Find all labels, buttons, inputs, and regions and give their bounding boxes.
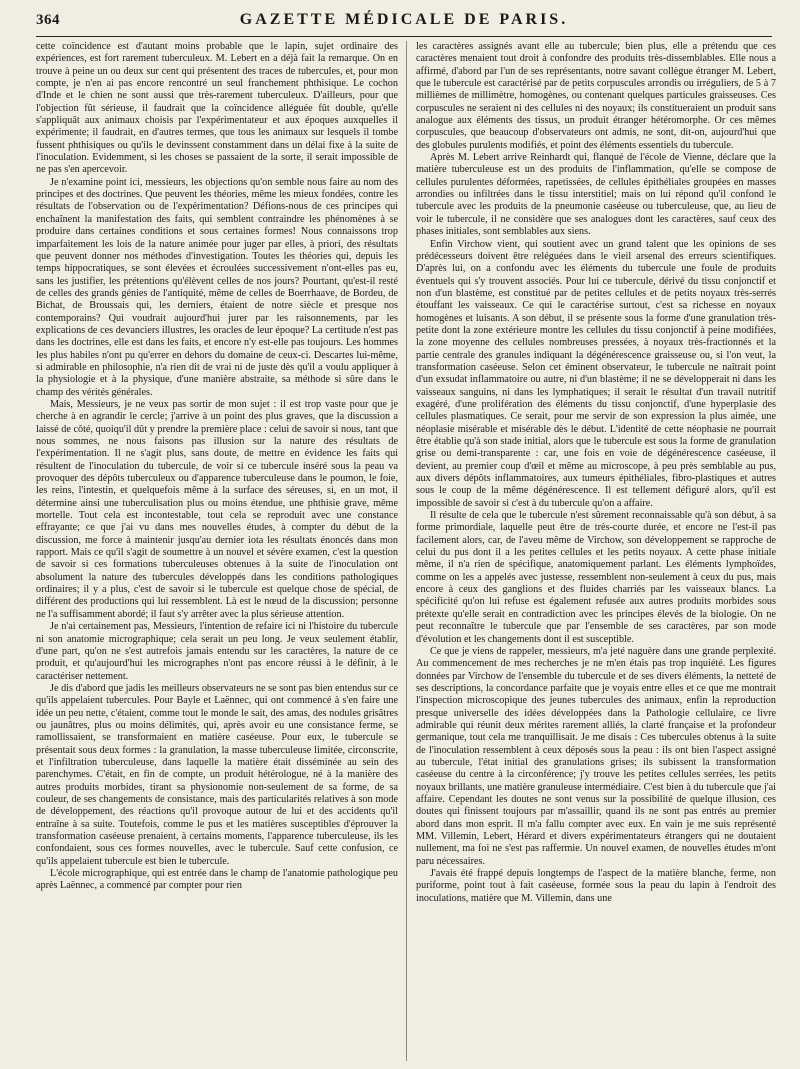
journal-title: GAZETTE MÉDICALE DE PARIS. xyxy=(239,11,569,28)
left-column xyxy=(36,41,398,1061)
paragraph: J'avais été frappé depuis longtemps de l'aspect de la matière blanche, ferme, non puriforme, point tout à fait caséeuse, formée sous la peau du lapin à l'endroit des inoculations, matière que M. Villemin, dans une xyxy=(416,868,776,904)
header-rule xyxy=(36,36,772,37)
paragraph: Il résulte de cela que le tubercule n'est sûrement reconnaissable qu'à son début, à sa forme primordiale, laquelle peut être de très-courte durée, et encore ne l'est-il pas facilement alors, car, de l'aveu même de Virchow, son développement se rapproche de celui du pus dont il a les petites cellules et les petits noyaux. A cette phase initiale même, il n'a rien de spécifique, anatomiquement parlant. Les éléments lymphoïdes, comme on les a appelés avec justesse, ressemblent non-seulement à ceux du pus, mais encore à ceux des ganglions et des fluides charriés par les vaisseaux blancs. La spécificité qu'on lui refuse est également refusée aux autres produits morbides sous prétexte qu'elle serait en contradiction avec les principes élevés de la biologie. On ne peut reconnaître le tubercule que par l'ensemble de ses caractères, par son mode d'évolution et les changements dont il est susceptible. xyxy=(416,510,776,645)
paragraph: L'école micrographique, qui est entrée dans le champ de l'anatomie pathologique peu après Laënnec, a commencé par compter pour rien xyxy=(36,868,398,892)
paragraph: Je n'examine point ici, messieurs, les objections qu'on semble nous faire au nom des principes et des doctrines. Que peuvent les théories, même les mieux fondées, contre les résultats de l'observation ou de l'expérimentation? Défions-nous de ces principes qui enchaînent la manifestation des faits, qui semblent contraindre les phénomènes à se produire dans certaines conditions et sous certaines formes! Nous connaissons trop imparfaitement les lois de la nature animée pour juger par elles, à priori, des résultats que peuvent donner nos méthodes d'investigation. Toutes les théories qui, depuis les temps hippocratiques, se sont élevées et écroulées successivement n'ont-elles pas eu, sans les justifier, les prétentions qu'élèvent celles de nos jours? Pourtant, qu'est-il resté de celles des grands génies de l'antiquité, même de celles de Boerrhaave, de Bordeu, de Bichat, de Broussais qui, les derniers, étaient de notre siècle et presque nos contemporains? Qui voudrait aujourd'hui jurer par les raisonnements, par les explications de ces devanciers illustres, les oracles de leur époque? La certitude n'est pas dans les doctrines, elle est dans les faits, et encore n'y est-elle pas toujours. Les hommes les plus habiles n'ont pu qu'errer en dehors du domaine de ceux-ci. Descartes lui-même, si admirable en philosophie, n'a rien dit de vrai ni de juste dès qu'il a voulu appliquer à la physiologie et à la physique, d'une manière abstraite, sa méthode si sûre dans le champ des vérités générales. xyxy=(36,176,398,398)
paragraph: Après M. Lebert arrive Reinhardt qui, flanqué de l'école de Vienne, déclare que la matière tuberculeuse est un des produits de l'inflammation, qu'elle se compose de cellules purulentes déformées, rapetissées, de cellules épithéliales groupées en masses arrondies ou infiltrées dans le tissu interstitiel; mais on lui répond qu'il confond le tubercule avec les produits de la pneumonie caséeuse ou tuberculeuse, que, au lieu de voir le tubercule, il ne considère que ses analogues dont les caractères, sauf ceux des phases initiales, sont semblables aux siens. xyxy=(416,152,776,238)
paragraph: cette coïncidence est d'autant moins probable que le lapin, sujet ordinaire des expériences, est fort rarement tuberculeux. M. Lebert en a déjà fait la remarque. On en trouve à peine un ou deux sur cent qui présentent des traces de tubercules, et, pour mon compte, je n'en ai pas encore rencontré un seul franchement phthisique. Le cochon d'Inde et le chien ne sont aussi que très-rarement tuberculeux. D'ailleurs, pour que l'objection fût sérieuse, il faudrait que la coïncidence alléguée fût double, qu'elle s'appliquât aux animaux choisis par l'expérimentateur et aux époques auxquelles il expérimente; il faudrait, en d'autres termes, que tous les animaux sur lesquels il tombe fussent phthisiques ou qu'ils le devinssent constamment dans un délai fixe à la suite de l'inoculation. Evidemment, si les choses se passaient de la sorte, il serait impossible de ne pas s'en apercevoir. xyxy=(36,41,398,176)
right-column xyxy=(416,41,776,1061)
paragraph: Ce que je viens de rappeler, messieurs, m'a jeté naguère dans une grande perplexité. Au commencement de mes recherches je ne m'en étais pas trop inquiété. Les figures données par Virchow de l'ensemble du tubercule et de ses divers éléments, la netteté de ses descriptions, la concordance parfaite que je voyais entre elles et ce que me montrait l'inspection microscopique des jeunes tubercules des animaux, enfin la reproduction presque universelle des idées développées dans la Pathologie cellulaire, ce livre admirable qui réunit deux mérites rarement alliés, la clarté française et la profondeur germanique, tout cela me tranquillisait. Je me disais : Ces tubercules obtenus à la suite de l'inoculation ressemblent à ceux déposés sous la peau : ils ont bien l'aspect assigné au tubercule, l'état initial des granulations grises; ils subissent la transformation caséeuse du centre à la circonférence; j'y trouve les petites cellules serrées, les petits noyaux brillants, une matière granuleuse intermédiaire. C'est bien à du tubercule que j'ai affaire. Cependant les doutes ne sont venus sur la possibilité de quelque illusion, ces doutes qui finissent toujours par m'assaillir, quand ils ne sont pas entrés au premier abord dans mon esprit. Il m'a fallu compter avec eux. En vain je me suis représenté MM. Villemin, Lebert, Hérard et divers expérimentateurs étrangers qui ne doutaient nullement, ma foi ne s'est pas raffermie. Un nouvel examen, de nouvelles études m'ont paru nécessaires. xyxy=(416,645,776,867)
column-divider xyxy=(406,41,407,1061)
paragraph: les caractères assignés avant elle au tubercule; bien plus, elle a prétendu que ces caractères menaient tout droit à confondre des produits très-dissemblables. Elle nous a affirmé, d'abord par l'un de ses représentants, notre savant collègue étranger M. Lebert, que le tubercule est caractérisé par de petits corpuscules arrondis ou irréguliers, de 5 à 7 millièmes de millimètre, homogènes, ou contenant quelques particules graisseuses. Ces corpuscules ne seraient ni des cellules ni des noyaux; ils constitueraient un produit sans analogue aux éléments des tissus, un produit étranger hétéromorphe. Or ces mêmes corpuscules, que beaucoup d'observateurs ont admis, ne sont, dit-on, aujourd'hui que des globules purulents modifiés, et point des éléments essentiels du tubercule. xyxy=(416,41,776,151)
page-header xyxy=(36,10,772,34)
page-number: 364 xyxy=(36,12,60,28)
paragraph: Mais, Messieurs, je ne veux pas sortir de mon sujet : il est trop vaste pour que je cherche à en agrandir le cercle; j'arrive à un point des plus graves, que la discussion a laissé de côté, quoiqu'il dût y prendre la première place : celui de savoir si nous, tant que nous sommes, ne nous faisons pas illusion sur la nature des résultats de l'expérimentation. Il ne s'agit plus, sans doute, de mettre en évidence les faits qui résultent de l'inoculation du tubercule, de voir si ce tubercule inséré sous la peau va provoquer des dépôts tuberculeux ou d'apparence tuberculeuse dans le poumon, le foie, les reins, l'intestin, et quelquefois même à la surface des séreuses, si, en un mot, il détermine ainsi une tuberculisation plus ou moins étendue, une phthisie grave, même mortelle. Tout cela est incontestable, tout cela se reproduit avec une constance effrayante; ce que j'ai vu dans mes nouvelles études, à compter du début de la discussion, me force à maintenir jusqu'au dernier iota les résultats énoncés dans mon rapport. Mais ce qu'il s'agit de soumettre à un nouvel et sévère examen, c'est la question de savoir si ces formations tuberculeuses obtenues à la suite de l'inoculation ont absolument la nature des tubercules développés dans les conditions pathologiques ordinaires; il y a plus, c'est de savoir si le tubercule est quelque chose de spécial, de différent des productions qui lui ressemblent. Là est le nœud de la discussion; personne ne l'a suffisamment abordé; il faut s'y arrêter avec la plus sérieuse attention. xyxy=(36,398,398,620)
paragraph: Je n'ai certainement pas, Messieurs, l'intention de refaire ici ni l'histoire du tubercule ni son anatomie micrographique; cela serait un peu long. Je veux seulement établir, d'une part, qu'on ne s'est autrefois jamais entendu sur les caractères, la nature de ce produit, et qu'aujourd'hui les micrographes n'ont pas encore réussi à le définir, à le caractériser nettement. xyxy=(36,621,398,682)
paragraph: Je dis d'abord que jadis les meilleurs observateurs ne se sont pas bien entendus sur ce qu'ils appelaient tubercules. Pour Bayle et Laënnec, qui ont commencé à s'en faire une idée un peu nette, c'étaient, comme tout le monde le sait, des amas, des nodules grisâtres ou jaunâtres, plus ou moins délimités, qui, après avoir eu une consistance ferme, se ramollissaient, se transformaient en matière caséeuse. Pour eux, le tubercule se présentait sous deux formes : la granulation, la masse tuberculeuse limitée, circonscrite, et l'infiltration tuberculeuse, dans laquelle la matière était disséminée au sein des parenchymes. C'était, en fin de compte, un produit hétérologue, né à la manière des autres produits morbides, tirant sa physionomie non-seulement de sa forme, de sa couleur, de ses changements de consistance, mais des particularités relatives à son mode de développement, des réactions qu'il provoque autour de lui et des accidents qu'il entraîne à sa suite. Toutefois, comme le pus et les matières susceptibles d'éprouver la transformation caséeuse prenaient, à certains moments, l'apparence tuberculeuse, ils les confondaient, sous ces formes nouvelles, avec le tubercule. Sauf cette confusion, ce qu'ils appelaient tubercule est bien le tubercule. xyxy=(36,682,398,867)
paragraph: Enfin Virchow vient, qui soutient avec un grand talent que les opinions de ses prédécesseurs doivent être reléguées dans le vieil arsenal des erreurs scientifiques. D'après lui, on a confondu avec les éléments du tubercule une foule de produits éventuels qui s'y trouvent associés. Pour lui ce tubercule, dérivé du tissu conjonctif et non d'un blastème, est constitué par de petites cellules et de petits noyaux très-serrés étouffant les vaisseaux. Ce qui le caractérise surtout, c'est sa richesse en noyaux homogènes et luisants. A son début, il se présente sous la forme d'une granulation très-petite dont la zone extérieure montre les cellules du tissu conjonctif à peine modifiées, la zone moyenne des cellules nombreuses pressées, à noyaux très-fractionnés et la partie centrale des granules indiquant la dégénérescence graisseuse ou, si l'on veut, la transformation caséeuse. Selon cet éminent observateur, le tubercule ne naîtrait point d'un exsudat inflammatoire ou autre, ni d'un blastème; il ne se développerait ni dans les vaisseaux sanguins, ni dans les lymphatiques; il serait le résultat d'un travail nutritif exagéré, d'une prolifération des éléments du tissu conjonctif, d'une hyperplasie des cellules plasmatiques. Ce serait, pour me servir de son expression la plus aimée, une néoplasie misérable et misérable dès le début. L'identité de cette néophasie ne pourrait être établie qu'à son stade initial, alors que le tubercule est sous la forme de granulation grise ou demi-transparente : car, une fois en voie de dégénérescence caséeuse, il devient, au premier coup d'œil et même au microscope, à peu près semblable au pus, aux divers dépôts inflammatoires, aux tumeurs épithéliales, fibro-plastiques et autres sous le coup de la même dégénérescence. Il est tellement défiguré alors, qu'il est impossible de savoir si c'est à du tubercule qu'on a affaire. xyxy=(416,238,776,509)
